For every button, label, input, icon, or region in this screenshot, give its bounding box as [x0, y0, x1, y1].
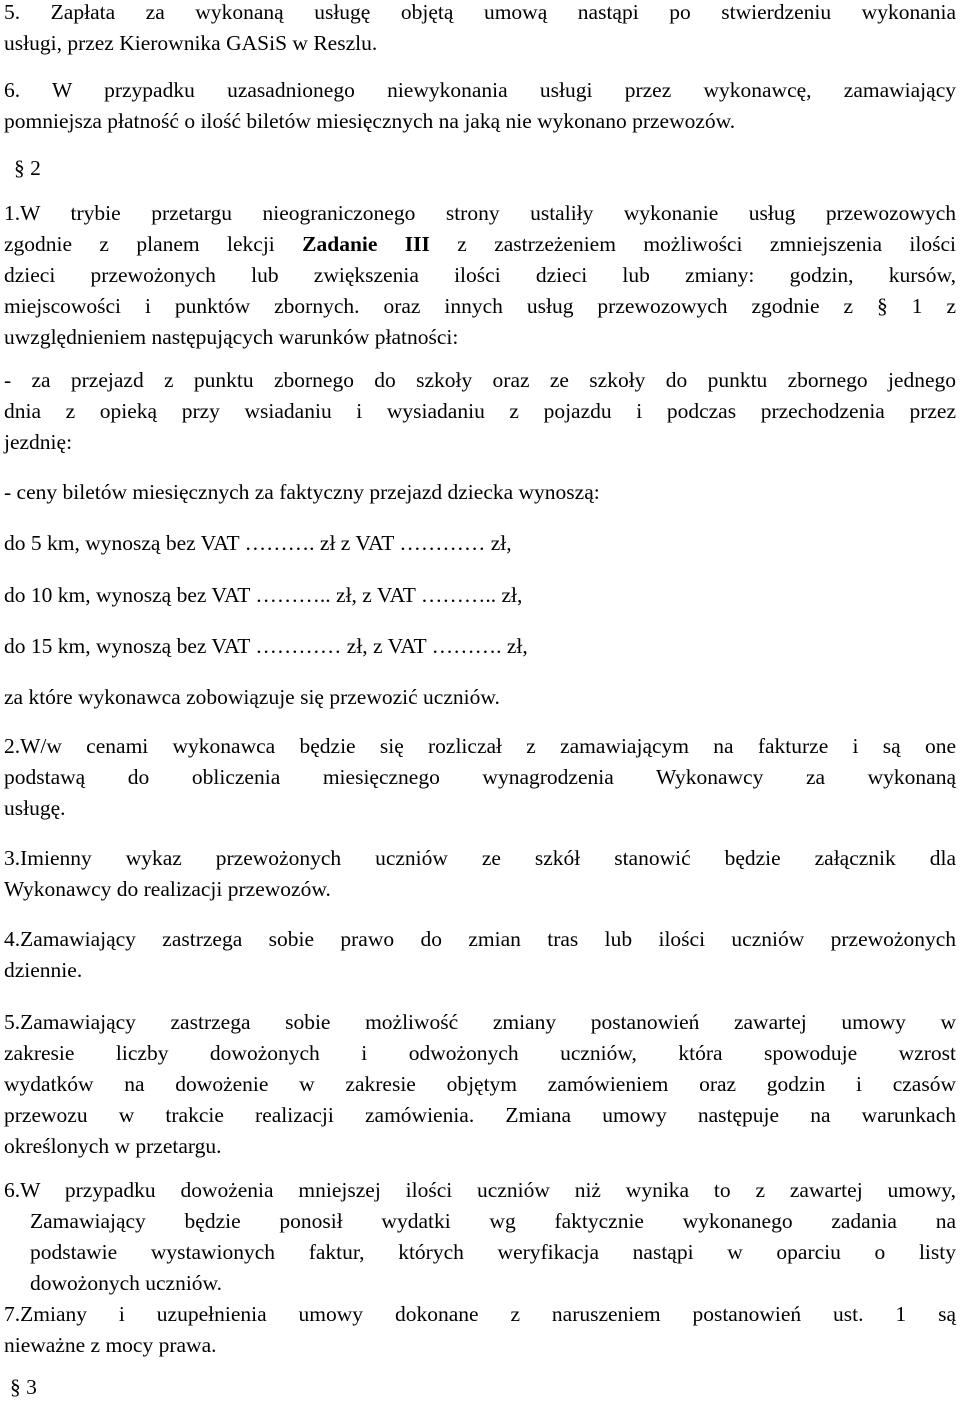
- paragraph-5-line-2: usługi, przez Kierownika GASiS w Reszlu.: [4, 31, 378, 55]
- przejazd-line-2: dnia z opieką przy wsiadaniu i wysiadaniu z pojazdu i podczas przechodzenia przez: [4, 399, 956, 423]
- cena-15km: do 15 km, wynoszą bez VAT ………… zł, z VAT ………. zł,: [4, 634, 528, 658]
- point-5b-line-3: wydatków na dowożenie w zakresie objętym zamówieniem oraz godzin i czasów: [4, 1072, 956, 1096]
- point-3-line-1: 3.Imienny wykaz przewożonych uczniów ze szkół stanowić będzie załącznik dla: [4, 846, 956, 870]
- point-7-line-2: nieważne z mocy prawa.: [4, 1333, 217, 1357]
- point-5b-line-2: zakresie liczby dowożonych i odwożonych uczniów, która spowoduje wzrost: [4, 1041, 956, 1065]
- ceny-outro: za które wykonawca zobowiązuje się przewozić uczniów.: [4, 685, 500, 709]
- paragraph-6-line-2: pomniejsza płatność o ilość biletów miesięcznych na jaką nie wykonano przewozów.: [4, 109, 736, 133]
- point-4-line-2: dziennie.: [4, 958, 83, 982]
- point-6b-line-3: podstawie wystawionych faktur, których weryfikacja nastąpi w oparciu o listy: [30, 1240, 956, 1264]
- cena-5km: do 5 km, wynoszą bez VAT ………. zł z VAT ………… zł,: [4, 531, 512, 555]
- point-2-line-3: usługę.: [4, 796, 66, 820]
- point-6b-line-2: Zamawiający będzie ponosił wydatki wg faktycznie wykonanego zadania na: [30, 1209, 956, 1233]
- cena-10km: do 10 km, wynoszą bez VAT ……….. zł, z VAT ……….. zł,: [4, 583, 523, 607]
- ceny-intro: - ceny biletów miesięcznych za faktyczny przejazd dziecka wynoszą:: [4, 480, 600, 504]
- s2-point-1-text-b: z zastrzeżeniem możliwości zmniejszenia ilości: [429, 232, 957, 256]
- point-6b-line-4: dowożonych uczniów.: [30, 1271, 223, 1295]
- point-2-line-2: podstawą do obliczenia miesięcznego wynagrodzenia Wykonawcy za wykonaną: [4, 765, 956, 789]
- point-3-line-2: Wykonawcy do realizacji przewozów.: [4, 877, 331, 901]
- section-2-heading: § 2: [14, 156, 41, 180]
- point-5b-line-1: 5.Zamawiający zastrzega sobie możliwość zmiany postanowień zawartej umowy w: [4, 1010, 956, 1034]
- s2-point-1-line-5: uwzględnieniem następujących warunków płatności:: [4, 325, 459, 349]
- przejazd-line-1: - za przejazd z punktu zbornego do szkoły oraz ze szkoły do punktu zbornego jednego: [4, 368, 956, 392]
- point-5b-line-5: określonych w przetargu.: [4, 1134, 222, 1158]
- paragraph-5-line-1: 5. Zapłata za wykonaną usługę objętą umową nastąpi po stwierdzeniu wykonania: [4, 0, 956, 24]
- point-2-line-1: 2.W/w cenami wykonawca będzie się rozliczał z zamawiającym na fakturze i są one: [4, 734, 956, 758]
- s2-point-1-text-a: zgodnie z planem lekcji: [4, 232, 303, 256]
- s2-point-1-line-3: dzieci przewożonych lub zwiększenia ilości dzieci lub zmiany: godzin, kursów,: [4, 263, 956, 287]
- s2-point-1-line-1: 1.W trybie przetargu nieograniczonego strony ustaliły wykonanie usług przewozowych: [4, 201, 956, 225]
- s2-point-1-line-2: [4, 229, 956, 260]
- section-3-heading: § 3: [10, 1375, 37, 1399]
- point-7-line-1: 7.Zmiany i uzupełnienia umowy dokonane z naruszeniem postanowień ust. 1 są: [4, 1302, 956, 1326]
- zadanie-label: Zadanie III: [302, 232, 430, 256]
- przejazd-line-3: jezdnię:: [4, 430, 73, 454]
- point-4-line-1: 4.Zamawiający zastrzega sobie prawo do zmian tras lub ilości uczniów przewożonych: [4, 927, 956, 951]
- paragraph-6-line-1: 6. W przypadku uzasadnionego niewykonania usługi przez wykonawcę, zamawiający: [4, 78, 956, 102]
- point-6b-line-1: 6.W przypadku dowożenia mniejszej ilości uczniów niż wynika to z zawartej umowy,: [4, 1178, 956, 1202]
- s2-point-1-line-4: miejscowości i punktów zbornych. oraz innych usług przewozowych zgodnie z § 1 z: [4, 294, 956, 318]
- point-5b-line-4: przewozu w trakcie realizacji zamówienia. Zmiana umowy następuje na warunkach: [4, 1103, 956, 1127]
